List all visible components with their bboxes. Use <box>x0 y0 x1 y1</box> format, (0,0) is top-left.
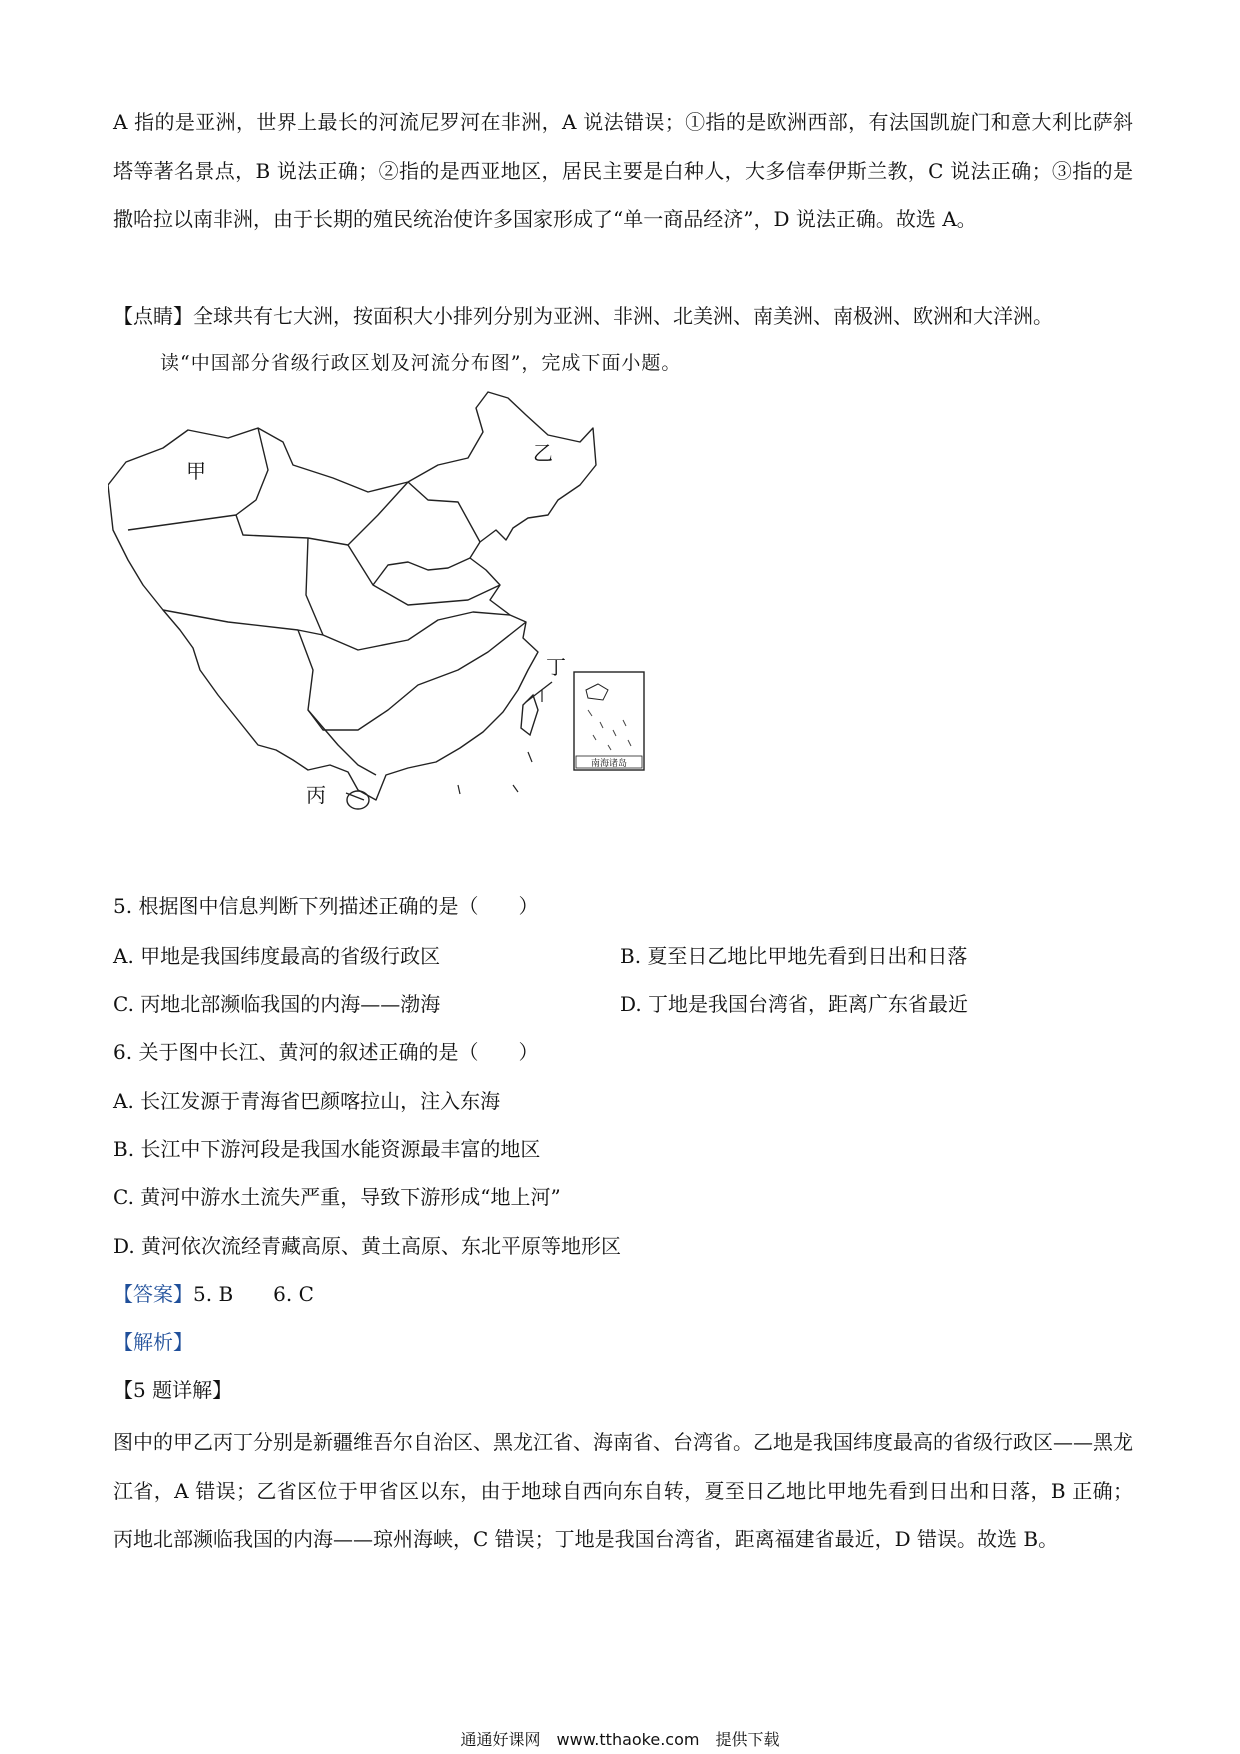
q5-detail-tag: 【5 题详解】 <box>113 1378 233 1402</box>
south-china-sea-inset <box>574 672 644 770</box>
answer-tag: 【答案】 <box>113 1282 193 1306</box>
q5-option-d: D. 丁地是我国台湾省，距离广东省最近 <box>620 992 969 1016</box>
province-border <box>308 710 376 775</box>
dianjing-tag: 【点睛】 <box>113 304 193 328</box>
q5-option-c: C. 丙地北部濒临我国的内海——渤海 <box>113 992 441 1016</box>
answer-text: 5. B 6. C <box>193 1282 314 1306</box>
ding-pointer <box>526 682 552 702</box>
province-border <box>236 482 408 545</box>
china-province-map <box>108 390 708 870</box>
hainan-island <box>347 791 369 809</box>
label-bing: 丙 <box>306 783 326 807</box>
dianjing-note <box>113 300 1053 329</box>
q5-stem: 5. 根据图中信息判断下列描述正确的是（ ） <box>113 894 539 918</box>
q6-stem: 6. 关于图中长江、黄河的叙述正确的是（ ） <box>113 1040 539 1064</box>
dianjing-text: 全球共有七大洲，按面积大小排列分别为亚洲、非洲、北美洲、南美洲、南极洲、欧洲和大洋洲。 <box>193 304 1053 328</box>
q6-option-a: A. 长江发源于青海省巴颜喀拉山，注入东海 <box>113 1089 501 1113</box>
footer-credit: 通通好课网 www.tthaoke.com 提供下载 <box>460 1730 780 1749</box>
taiwan-island <box>521 695 538 735</box>
q5-option-a: A. 甲地是我国纬度最高的省级行政区 <box>113 944 441 968</box>
analysis-tag: 【解析】 <box>113 1330 193 1354</box>
q5-detail-text: 图中的甲乙丙丁分别是新疆维吾尔自治区、黑龙江省、海南省、台湾省。乙地是我国纬度最高的省级行政区——黑龙江省，A 错误；乙省区位于甲省区以东，由于地球自西向东自转，夏至日乙地比甲地先看到日出和日落，B 正确；丙地北部濒临我国的内海——琼州海峡，C 错误；丁地是我国台湾省，距离福建省最近，D 错误。故选 B。 <box>113 1430 1133 1551</box>
inset-caption: 南海诸岛 <box>590 759 628 769</box>
bing-pointer <box>346 793 364 800</box>
q6-option-c: C. 黄河中游水土流失严重，导致下游形成“地上河” <box>113 1185 561 1209</box>
province-border <box>408 482 480 542</box>
label-yi: 乙 <box>533 441 553 465</box>
china-outline <box>108 392 596 800</box>
answer-line <box>113 1278 314 1307</box>
q5-option-b: B. 夏至日乙地比甲地先看到日出和日落 <box>620 944 968 968</box>
q6-option-d: D. 黄河依次流经青藏高原、黄土高原、东北平原等地形区 <box>113 1234 622 1258</box>
province-border <box>373 558 470 585</box>
province-border <box>348 545 500 605</box>
q6-option-b: B. 长江中下游河段是我国水能资源最丰富的地区 <box>113 1137 541 1161</box>
map-intro: 读“中国部分省级行政区划及河流分布图”，完成下面小题。 <box>160 352 682 374</box>
label-ding: 丁 <box>546 655 566 679</box>
previous-explanation: A 指的是亚洲，世界上最长的河流尼罗河在非洲，A 说法错误；①指的是欧洲西部，有法国凯旋门和意大利比萨斜塔等著名景点，B 说法正确；②指的是西亚地区，居民主要是白种人，大多信奉伊斯兰教，C 说法正确；③指的是撒哈拉以南非洲，由于长期的殖民统治使许多国家形成了“单一商品经济”，D 说法正确。故选 A。 <box>113 110 1133 231</box>
label-jia: 甲 <box>186 459 206 483</box>
